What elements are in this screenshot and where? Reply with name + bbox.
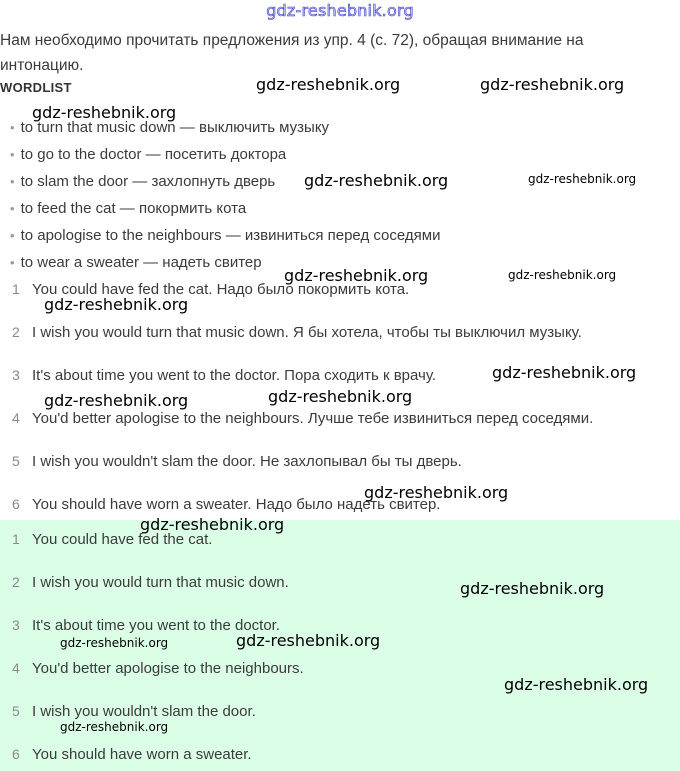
bullet-icon: • — [10, 201, 15, 216]
wordlist-item — [10, 227, 440, 244]
row-number: 1 — [12, 281, 20, 297]
row-text: You could have fed the cat. — [32, 531, 213, 548]
watermark: gdz-reshebnik.org — [44, 295, 189, 314]
watermark: gdz-reshebnik.org — [284, 266, 429, 285]
wordlist-item-text: to wear a sweater — надеть свитер — [20, 254, 262, 271]
watermark: gdz-reshebnik.org — [460, 579, 605, 598]
watermark: gdz-reshebnik.org — [268, 387, 413, 406]
intro-text: Нам необходимо прочитать предложения из упр. 4 (с. 72), обращая внимание на интонацию. — [0, 32, 584, 74]
watermark: gdz-reshebnik.org — [528, 172, 637, 186]
row-number: 1 — [12, 531, 20, 547]
row-number: 6 — [12, 496, 20, 512]
row-number: 3 — [12, 617, 20, 633]
watermark: gdz-reshebnik.org — [32, 103, 177, 122]
row-number: 5 — [12, 453, 20, 469]
wordlist-item-text: to turn that music down — выключить музыку — [20, 119, 330, 136]
row-text: I wish you would turn that music down. — [32, 574, 289, 591]
row-text: It's about time you went to the doctor. — [32, 617, 281, 634]
watermark: gdz-reshebnik.org — [44, 391, 189, 410]
wordlist-item — [10, 146, 286, 163]
row-text: You'd better apologise to the neighbours. — [32, 660, 304, 677]
watermark: gdz-reshebnik.org — [60, 720, 169, 734]
wordlist-item-text: to apologise to the neighbours — извиниться перед соседями — [20, 227, 441, 244]
row-number: 4 — [12, 660, 20, 676]
watermark: gdz-reshebnik.org — [504, 675, 649, 694]
watermark: gdz-reshebnik.org — [508, 268, 617, 282]
row-text: I wish you would turn that music down. Я бы хотела, чтобы ты выключил музыку. — [32, 324, 582, 341]
row-number: 5 — [12, 703, 20, 719]
bullet-icon: • — [10, 228, 15, 243]
row-number: 6 — [12, 746, 20, 762]
wordlist-title: WORDLIST — [0, 80, 72, 95]
bullet-icon: • — [10, 174, 15, 189]
row-number: 3 — [12, 367, 20, 383]
wordlist-item-text: to go to the doctor — посетить доктора — [20, 146, 287, 163]
row-text: I wish you wouldn't slam the door. Не захлопывал бы ты дверь. — [32, 453, 462, 470]
wordlist-item-text: to feed the cat — покормить кота — [20, 200, 247, 217]
row-number: 2 — [12, 574, 20, 590]
row-number: 4 — [12, 410, 20, 426]
watermark: gdz-reshebnik.org — [364, 483, 509, 502]
watermark: gdz-reshebnik.org — [60, 636, 169, 650]
row-number: 2 — [12, 324, 20, 340]
wordlist-item — [10, 254, 262, 271]
watermark: gdz-reshebnik.org — [140, 515, 285, 534]
watermark: gdz-reshebnik.org — [236, 631, 381, 650]
wordlist-item — [10, 173, 275, 190]
wordlist-item — [10, 200, 246, 217]
top-watermark: gdz-reshebnik.org — [266, 1, 414, 20]
wordlist-item-text: to slam the door — захлопнуть дверь — [20, 173, 276, 190]
row-text: It's about time you went to the doctor. Пора сходить к врачу. — [32, 367, 437, 384]
watermark: gdz-reshebnik.org — [480, 75, 625, 94]
row-text: You could have fed the cat. Надо было покормить кота. — [32, 281, 410, 298]
row-text: You'd better apologise to the neighbours. Лучше тебе извиниться перед соседями. — [32, 410, 594, 427]
watermark: gdz-reshebnik.org — [492, 363, 637, 382]
bullet-icon: • — [10, 255, 15, 270]
row-text: You should have worn a sweater. Надо было надеть свитер. — [32, 496, 441, 513]
row-text: You should have worn a sweater. — [32, 746, 252, 763]
watermark: gdz-reshebnik.org — [256, 75, 401, 94]
watermark: gdz-reshebnik.org — [304, 171, 449, 190]
bullet-icon: • — [10, 147, 15, 162]
row-text: I wish you wouldn't slam the door. — [32, 703, 256, 720]
bullet-icon: • — [10, 120, 15, 135]
